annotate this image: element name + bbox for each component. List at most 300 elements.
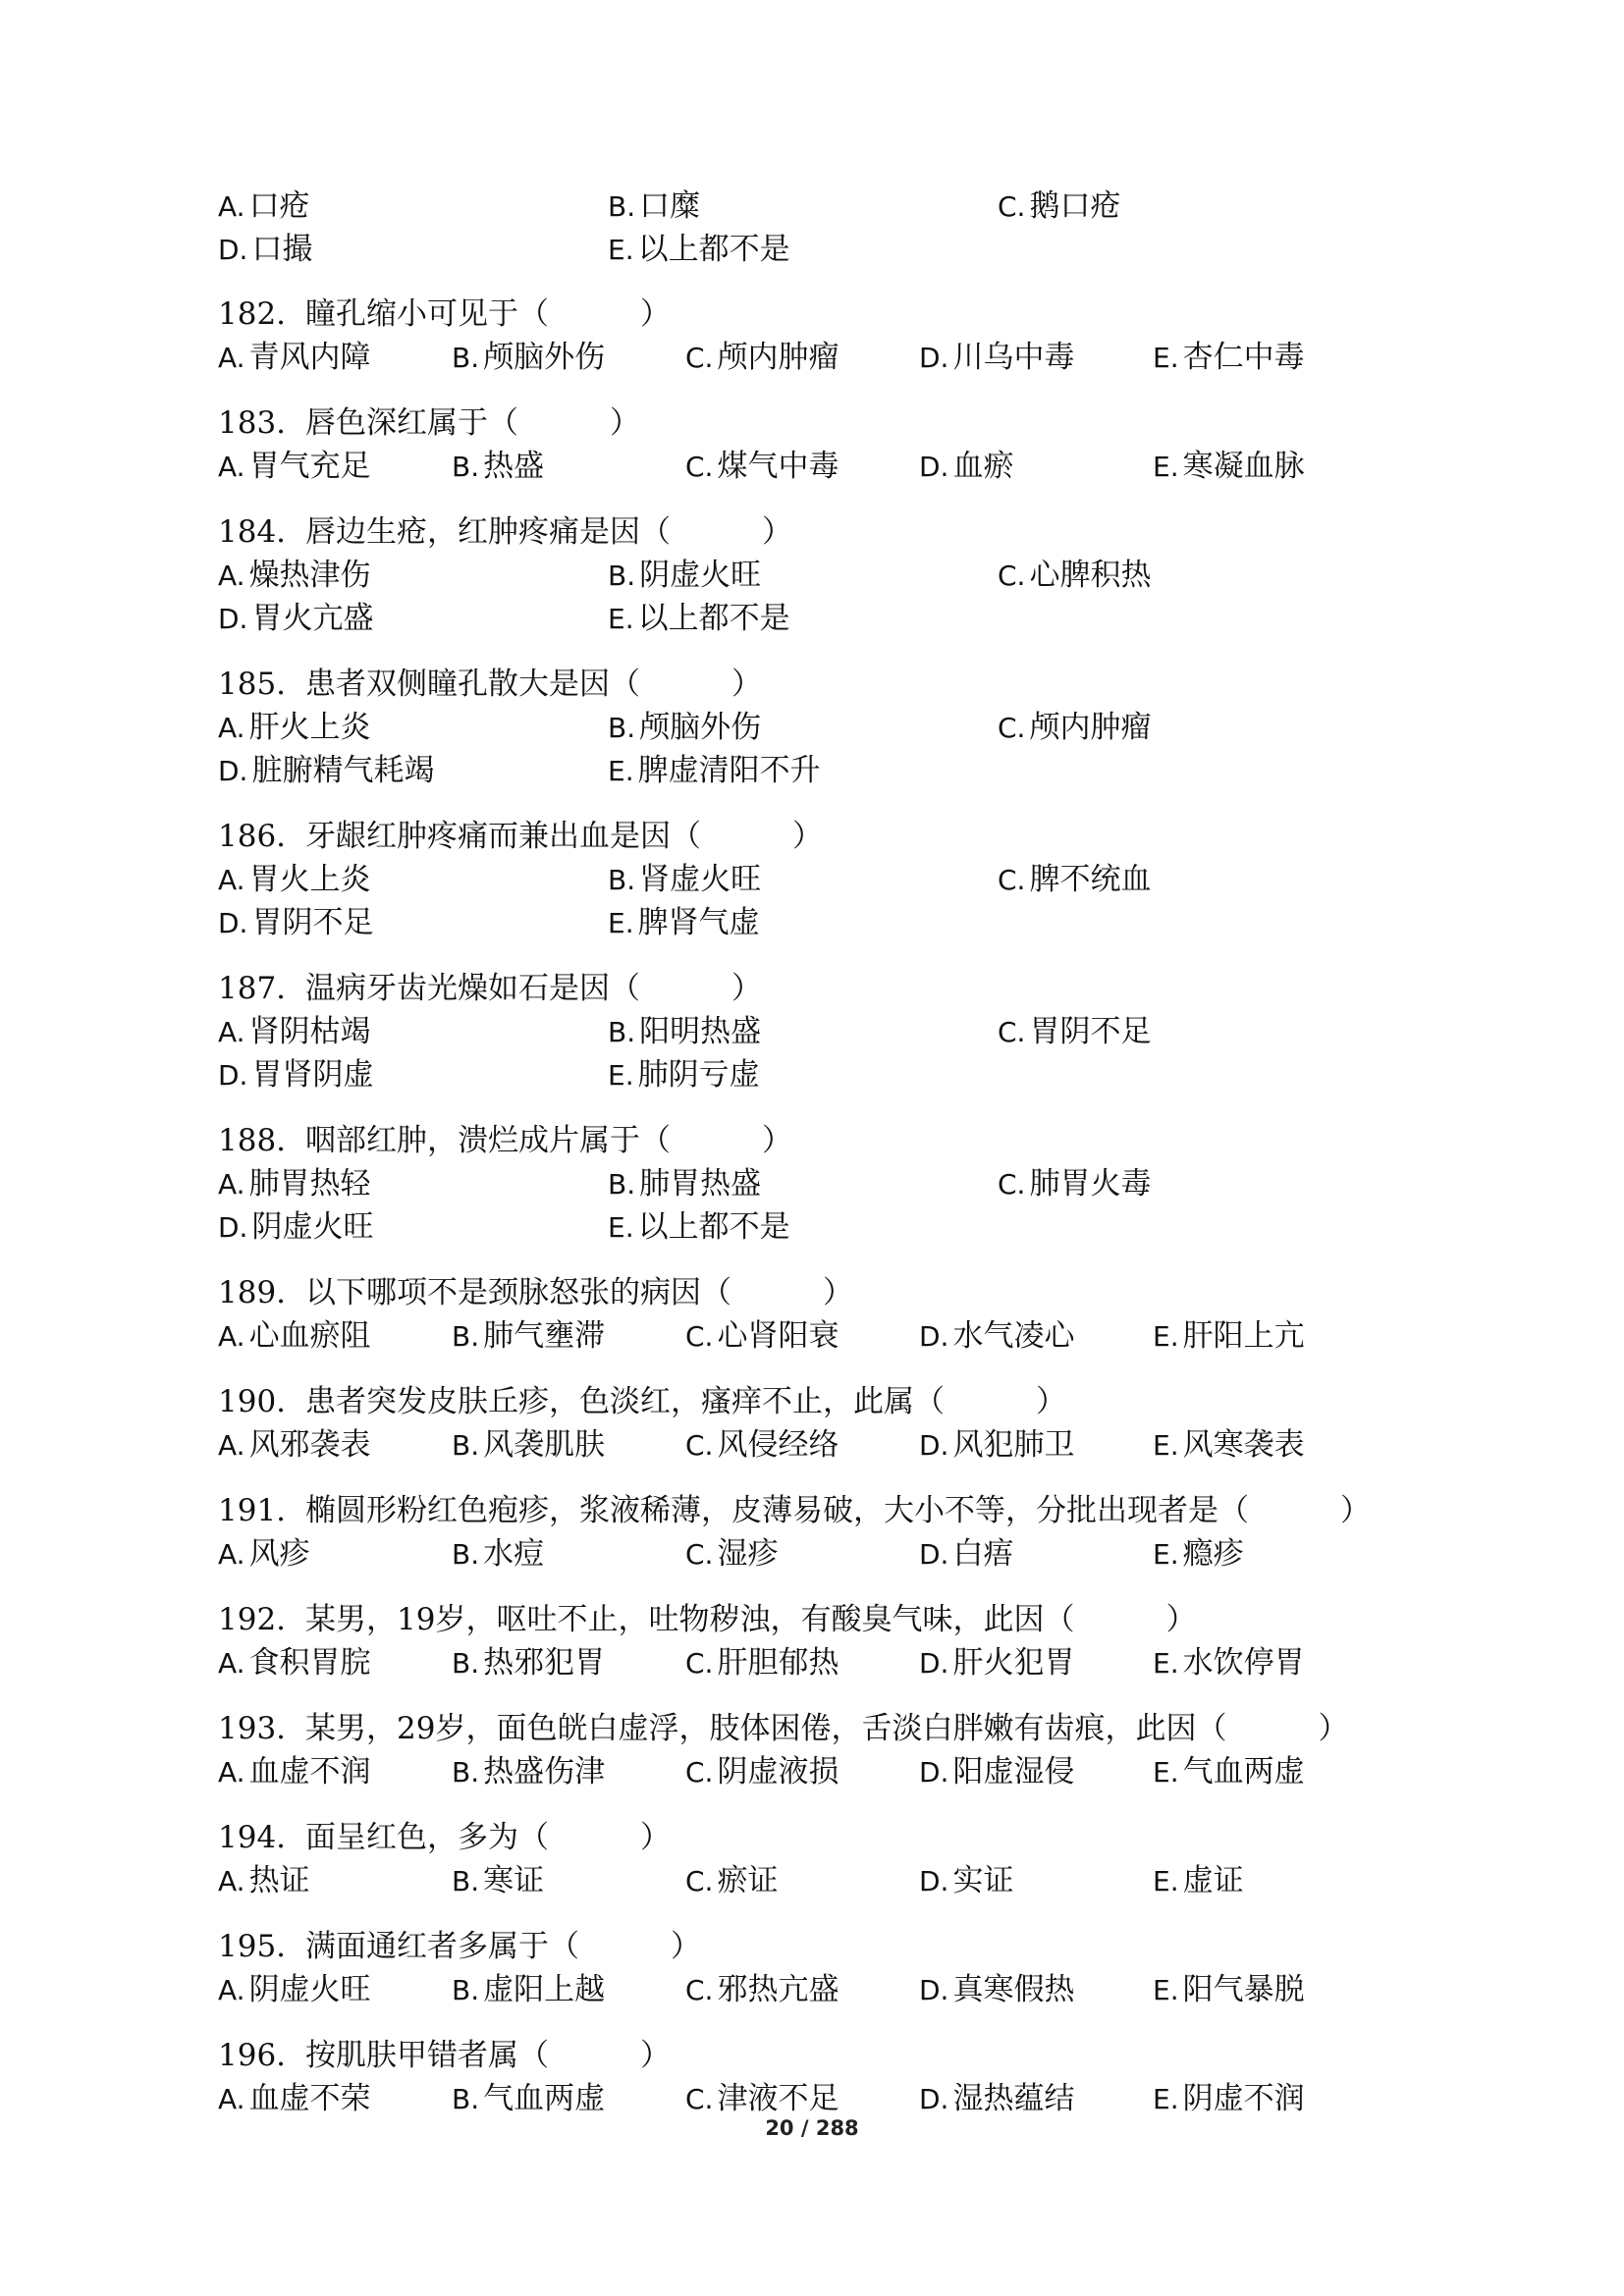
question-text: 瞳孔缩小可见于（ ） — [305, 296, 672, 332]
question-block — [218, 1598, 1435, 1684]
question-stem — [218, 1380, 1435, 1423]
option-text: 血虚不荣 — [248, 2081, 371, 2116]
option — [452, 445, 685, 488]
page-number: 20 / 288 — [765, 2116, 859, 2140]
option — [608, 1010, 998, 1053]
option — [218, 228, 608, 271]
option-text: 寒证 — [483, 1863, 545, 1898]
option-text: 阴虚液损 — [717, 1754, 839, 1789]
option — [608, 228, 998, 271]
option — [685, 1750, 919, 1793]
option — [998, 185, 1387, 228]
option-text: 湿热蕴结 — [952, 2081, 1075, 2116]
option-letter: D. — [919, 1647, 949, 1680]
question-text: 牙龈红肿疼痛而兼出血是因（ ） — [305, 819, 824, 854]
option-text: 阳明热盛 — [639, 1014, 762, 1049]
option-text: 虚证 — [1182, 1863, 1244, 1898]
option-row — [218, 2077, 1435, 2120]
option-letter: D. — [919, 1538, 949, 1571]
question-number: 183. — [218, 405, 287, 441]
option — [218, 2077, 452, 2120]
option-letter: E. — [1153, 2083, 1179, 2115]
option-text: 颅内肿瘤 — [717, 340, 839, 375]
orphan-options-block — [218, 185, 1435, 271]
option-letter: A. — [218, 560, 245, 592]
option-text: 阴虚不润 — [1182, 2081, 1305, 2116]
option — [608, 185, 998, 228]
option-row — [218, 1750, 1435, 1793]
question-text: 患者双侧瞳孔散大是因（ ） — [305, 667, 763, 702]
option-text: 以上都不是 — [637, 232, 790, 267]
option-letter: B. — [608, 1168, 636, 1201]
option — [452, 1750, 685, 1793]
option — [608, 597, 998, 640]
option-letter: B. — [608, 560, 636, 592]
option-letter: A. — [218, 1538, 245, 1571]
option-letter: C. — [998, 1168, 1026, 1201]
question-block — [218, 815, 1435, 944]
question-stem — [218, 1925, 1435, 1968]
option-letter: D. — [218, 603, 248, 635]
option — [452, 2077, 685, 2120]
question-block — [218, 1271, 1435, 1358]
option-text: 瘀证 — [717, 1863, 779, 1898]
option-text: 肺胃火毒 — [1029, 1166, 1152, 1201]
option-letter: D. — [919, 342, 949, 374]
option-text: 胃火上炎 — [248, 862, 371, 897]
option — [218, 1423, 452, 1467]
option-letter: B. — [452, 1429, 480, 1462]
option — [1153, 336, 1386, 379]
option-text: 肺气壅滞 — [483, 1318, 606, 1354]
question-number: 182. — [218, 296, 287, 332]
option — [998, 706, 1387, 749]
option-text: 心脾积热 — [1029, 558, 1152, 593]
option-text: 脾肾气虚 — [637, 905, 760, 940]
option-text: 肝火犯胃 — [952, 1645, 1075, 1681]
option — [218, 1859, 452, 1902]
option-text: 以上都不是 — [637, 1209, 790, 1245]
option — [218, 1162, 608, 1205]
document-page — [218, 185, 1435, 2143]
option-letter: C. — [998, 712, 1026, 744]
option — [998, 554, 1387, 597]
option-letter: E. — [1153, 1974, 1179, 2006]
option — [1153, 1859, 1386, 1902]
option-text: 肾虚火旺 — [639, 862, 762, 897]
question-number: 193. — [218, 1711, 287, 1746]
option — [685, 2077, 919, 2120]
option-row — [218, 1205, 1435, 1249]
option-text: 川乌中毒 — [952, 340, 1075, 375]
option — [1153, 1532, 1386, 1575]
question-block — [218, 2034, 1435, 2120]
option-letter: E. — [608, 907, 634, 939]
question-stem — [218, 1816, 1435, 1859]
question-number: 185. — [218, 667, 287, 702]
option-text: 热证 — [248, 1863, 310, 1898]
option — [452, 1314, 685, 1358]
option-row — [218, 749, 1435, 792]
option-letter: D. — [218, 1059, 248, 1092]
question-text: 满面通红者多属于（ ） — [305, 1929, 702, 1964]
option-text: 湿疹 — [717, 1536, 779, 1572]
question-block — [218, 663, 1435, 792]
option-text: 风寒袭表 — [1182, 1427, 1305, 1463]
option — [452, 1532, 685, 1575]
question-text: 温病牙齿光燥如石是因（ ） — [305, 971, 763, 1006]
option-text: 胃气充足 — [248, 449, 371, 484]
option-text: 热邪犯胃 — [483, 1645, 606, 1681]
option — [1153, 2077, 1386, 2120]
option — [218, 901, 608, 944]
question-number: 190. — [218, 1384, 287, 1419]
option-text: 寒凝血脉 — [1182, 449, 1305, 484]
option-text: 气血两虚 — [483, 2081, 606, 2116]
option — [218, 858, 608, 901]
option-letter: C. — [685, 342, 714, 374]
option-letter: B. — [452, 1865, 480, 1897]
option — [218, 1532, 452, 1575]
question-number: 188. — [218, 1123, 287, 1158]
option — [608, 1162, 998, 1205]
option-letter: D. — [919, 2083, 949, 2115]
option-letter: E. — [608, 234, 634, 266]
question-stem — [218, 401, 1435, 445]
option-text: 脾不统血 — [1029, 862, 1152, 897]
option-letter: E. — [1153, 342, 1179, 374]
option — [685, 1641, 919, 1684]
option-text: 胃阴不足 — [251, 905, 374, 940]
question-list — [218, 293, 1435, 2120]
option-letter: A. — [218, 1647, 245, 1680]
option — [218, 1205, 608, 1249]
option — [685, 1968, 919, 2011]
option-letter: D. — [218, 234, 248, 266]
option-letter: C. — [685, 451, 714, 483]
option-letter: D. — [919, 1865, 949, 1897]
option-letter: A. — [218, 1429, 245, 1462]
option-letter: B. — [452, 1756, 480, 1789]
option-text: 以上都不是 — [637, 601, 790, 636]
option-text: 水气凌心 — [952, 1318, 1075, 1354]
option — [919, 1968, 1153, 2011]
option-text: 热盛伤津 — [483, 1754, 606, 1789]
option — [608, 706, 998, 749]
question-text: 椭圆形粉红色疱疹，浆液稀薄，皮薄易破，大小不等，分批出现者是（ ） — [305, 1493, 1372, 1528]
option-text: 燥热津伤 — [248, 558, 371, 593]
option-text: 肺胃热轻 — [248, 1166, 371, 1201]
option — [218, 597, 608, 640]
option — [1153, 1750, 1386, 1793]
option — [1153, 1641, 1386, 1684]
option-letter: B. — [608, 712, 636, 744]
question-stem — [218, 967, 1435, 1010]
option-text: 阴虚火旺 — [639, 558, 762, 593]
option — [998, 1010, 1387, 1053]
option-letter: D. — [919, 451, 949, 483]
option-letter: C. — [685, 1320, 714, 1353]
option — [919, 1859, 1153, 1902]
option — [608, 1205, 998, 1249]
option-letter: D. — [218, 755, 248, 787]
question-text: 按肌肤甲错者属（ ） — [305, 2038, 672, 2073]
option-letter: A. — [218, 864, 245, 896]
option-text: 口撮 — [251, 232, 313, 267]
option — [1153, 445, 1386, 488]
option-text: 肝火上炎 — [248, 710, 371, 745]
option-text: 阴虚火旺 — [251, 1209, 374, 1245]
option-letter: E. — [1153, 1865, 1179, 1897]
option-letter: C. — [685, 2083, 714, 2115]
option-letter: C. — [998, 864, 1026, 896]
option — [218, 336, 452, 379]
question-stem — [218, 1271, 1435, 1314]
option-text: 热盛 — [483, 449, 545, 484]
option-letter: B. — [452, 2083, 480, 2115]
option-text: 脾虚清阳不升 — [637, 753, 821, 788]
option-text: 风侵经络 — [717, 1427, 839, 1463]
option-letter: E. — [608, 603, 634, 635]
question-number: 186. — [218, 819, 287, 854]
question-number: 191. — [218, 1493, 287, 1528]
option — [452, 1423, 685, 1467]
option-text: 血瘀 — [952, 449, 1014, 484]
option-row — [218, 706, 1435, 749]
question-stem — [218, 510, 1435, 554]
option-text: 水饮停胃 — [1182, 1645, 1305, 1681]
option-letter: E. — [1153, 1756, 1179, 1789]
option-text: 真寒假热 — [952, 1972, 1075, 2007]
option — [218, 1010, 608, 1053]
option-text: 脏腑精气耗竭 — [251, 753, 435, 788]
option-text: 杏仁中毒 — [1182, 340, 1305, 375]
option — [919, 336, 1153, 379]
question-text: 唇色深红属于（ ） — [305, 405, 641, 441]
option-letter: B. — [608, 190, 636, 223]
option-text: 阴虚火旺 — [248, 1972, 371, 2007]
question-block — [218, 967, 1435, 1096]
option — [218, 185, 608, 228]
option-text: 瘾疹 — [1182, 1536, 1244, 1572]
option — [608, 901, 998, 944]
option-row — [218, 597, 1435, 640]
option — [919, 1314, 1153, 1358]
option-letter: C. — [685, 1865, 714, 1897]
option-letter: B. — [452, 342, 480, 374]
option-text: 煤气中毒 — [717, 449, 839, 484]
option-row — [218, 185, 1435, 228]
option — [218, 445, 452, 488]
option-letter: D. — [919, 1429, 949, 1462]
option-text: 颅脑外伤 — [483, 340, 606, 375]
option-text: 鹅口疮 — [1029, 188, 1121, 224]
question-block — [218, 1119, 1435, 1249]
option-letter: C. — [685, 1538, 714, 1571]
option-text: 口糜 — [639, 188, 701, 224]
option-letter: C. — [685, 1429, 714, 1462]
option-text: 白痦 — [952, 1536, 1014, 1572]
option — [218, 1641, 452, 1684]
question-stem — [218, 1598, 1435, 1641]
option-row — [218, 858, 1435, 901]
option-letter: A. — [218, 2083, 245, 2115]
option-text: 风袭肌肤 — [483, 1427, 606, 1463]
option-letter: A. — [218, 1974, 245, 2006]
option — [919, 2077, 1153, 2120]
question-block — [218, 510, 1435, 640]
question-block — [218, 1380, 1435, 1467]
option-letter: D. — [218, 907, 248, 939]
option-row — [218, 1314, 1435, 1358]
option-text: 心血瘀阻 — [248, 1318, 371, 1354]
option-letter: E. — [1153, 1538, 1179, 1571]
question-text: 患者突发皮肤丘疹，色淡红，瘙痒不止，此属（ ） — [305, 1384, 1067, 1419]
option-letter: E. — [1153, 451, 1179, 483]
option — [608, 749, 998, 792]
option — [218, 1314, 452, 1358]
question-stem — [218, 1489, 1435, 1532]
option — [1153, 1314, 1386, 1358]
option-row — [218, 1162, 1435, 1205]
option-letter: C. — [685, 1647, 714, 1680]
option-text: 胃肾阴虚 — [251, 1057, 374, 1093]
option-text: 食积胃脘 — [248, 1645, 371, 1681]
question-text: 以下哪项不是颈脉怒张的病因（ ） — [305, 1275, 854, 1310]
question-number: 196. — [218, 2038, 287, 2073]
option — [218, 749, 608, 792]
option-text: 风疹 — [248, 1536, 310, 1572]
option — [998, 1162, 1387, 1205]
question-block — [218, 1925, 1435, 2011]
question-stem — [218, 1707, 1435, 1750]
option-row — [218, 1010, 1435, 1053]
option-text: 邪热亢盛 — [717, 1972, 839, 2007]
option-letter: A. — [218, 1756, 245, 1789]
option — [998, 858, 1387, 901]
option-text: 心肾阳衰 — [717, 1318, 839, 1354]
option-text: 血虚不润 — [248, 1754, 371, 1789]
option — [919, 445, 1153, 488]
question-text: 某男，29岁，面色㿠白虚浮，肢体困倦，舌淡白胖嫩有齿痕，此因（ ） — [305, 1711, 1349, 1746]
option-text: 风犯肺卫 — [952, 1427, 1075, 1463]
option-text: 口疮 — [248, 188, 310, 224]
option-letter: E. — [1153, 1647, 1179, 1680]
option — [452, 1641, 685, 1684]
option — [685, 1859, 919, 1902]
option-letter: E. — [608, 1211, 634, 1244]
question-text: 面呈红色，多为（ ） — [305, 1820, 672, 1855]
question-stem — [218, 663, 1435, 706]
option-text: 肝阳上亢 — [1182, 1318, 1305, 1354]
option — [218, 554, 608, 597]
option — [608, 858, 998, 901]
option-letter: A. — [218, 190, 245, 223]
option-row — [218, 336, 1435, 379]
option-row — [218, 445, 1435, 488]
question-stem — [218, 1119, 1435, 1162]
question-stem — [218, 2034, 1435, 2077]
option-letter: D. — [919, 1320, 949, 1353]
option — [608, 554, 998, 597]
option-letter: B. — [608, 864, 636, 896]
option-text: 气血两虚 — [1182, 1754, 1305, 1789]
option-letter: C. — [998, 190, 1026, 223]
option-letter: B. — [608, 1016, 636, 1048]
option-letter: C. — [685, 1756, 714, 1789]
option — [608, 1053, 998, 1096]
option — [218, 1750, 452, 1793]
option-row — [218, 1423, 1435, 1467]
option-letter: A. — [218, 451, 245, 483]
option-letter: B. — [452, 1320, 480, 1353]
option — [685, 336, 919, 379]
option-text: 胃火亢盛 — [251, 601, 374, 636]
option — [218, 1968, 452, 2011]
option-text: 颅内肿瘤 — [1029, 710, 1152, 745]
option-text: 风邪袭表 — [248, 1427, 371, 1463]
option — [1153, 1423, 1386, 1467]
option-letter: A. — [218, 1016, 245, 1048]
option-row — [218, 1641, 1435, 1684]
question-text: 某男，19岁，呕吐不止，吐物秽浊，有酸臭气味，此因（ ） — [305, 1602, 1197, 1637]
question-number: 187. — [218, 971, 287, 1006]
option — [685, 1532, 919, 1575]
question-block — [218, 293, 1435, 379]
option — [452, 1968, 685, 2011]
option — [1153, 1968, 1386, 2011]
option — [685, 1314, 919, 1358]
option-text: 青风内障 — [248, 340, 371, 375]
option — [452, 336, 685, 379]
question-block — [218, 401, 1435, 488]
option — [919, 1532, 1153, 1575]
option-letter: D. — [919, 1974, 949, 2006]
question-text: 咽部红肿，溃烂成片属于（ ） — [305, 1123, 793, 1158]
option-letter: E. — [1153, 1429, 1179, 1462]
option-letter: C. — [685, 1974, 714, 2006]
option-text: 阳气暴脱 — [1182, 1972, 1305, 2007]
question-number: 184. — [218, 514, 287, 550]
option — [919, 1750, 1153, 1793]
question-number: 192. — [218, 1602, 287, 1637]
question-block — [218, 1489, 1435, 1575]
option — [919, 1641, 1153, 1684]
option — [685, 445, 919, 488]
option-letter: E. — [1153, 1320, 1179, 1353]
option-letter: A. — [218, 1320, 245, 1353]
question-number: 194. — [218, 1820, 287, 1855]
option-text: 阳虚湿侵 — [952, 1754, 1075, 1789]
option-letter: A. — [218, 1865, 245, 1897]
option-row — [218, 228, 1435, 271]
option-row — [218, 1968, 1435, 2011]
option-letter: D. — [919, 1756, 949, 1789]
option-row — [218, 1859, 1435, 1902]
option-text: 颅脑外伤 — [639, 710, 762, 745]
option-letter: E. — [608, 755, 634, 787]
question-block — [218, 1816, 1435, 1902]
option-letter: A. — [218, 342, 245, 374]
option — [218, 1053, 608, 1096]
option-letter: C. — [998, 1016, 1026, 1048]
option-letter: B. — [452, 1538, 480, 1571]
option — [919, 1423, 1153, 1467]
option-row — [218, 1532, 1435, 1575]
option-text: 水痘 — [483, 1536, 545, 1572]
question-block — [218, 1707, 1435, 1793]
option-text: 肺阴亏虚 — [637, 1057, 760, 1093]
